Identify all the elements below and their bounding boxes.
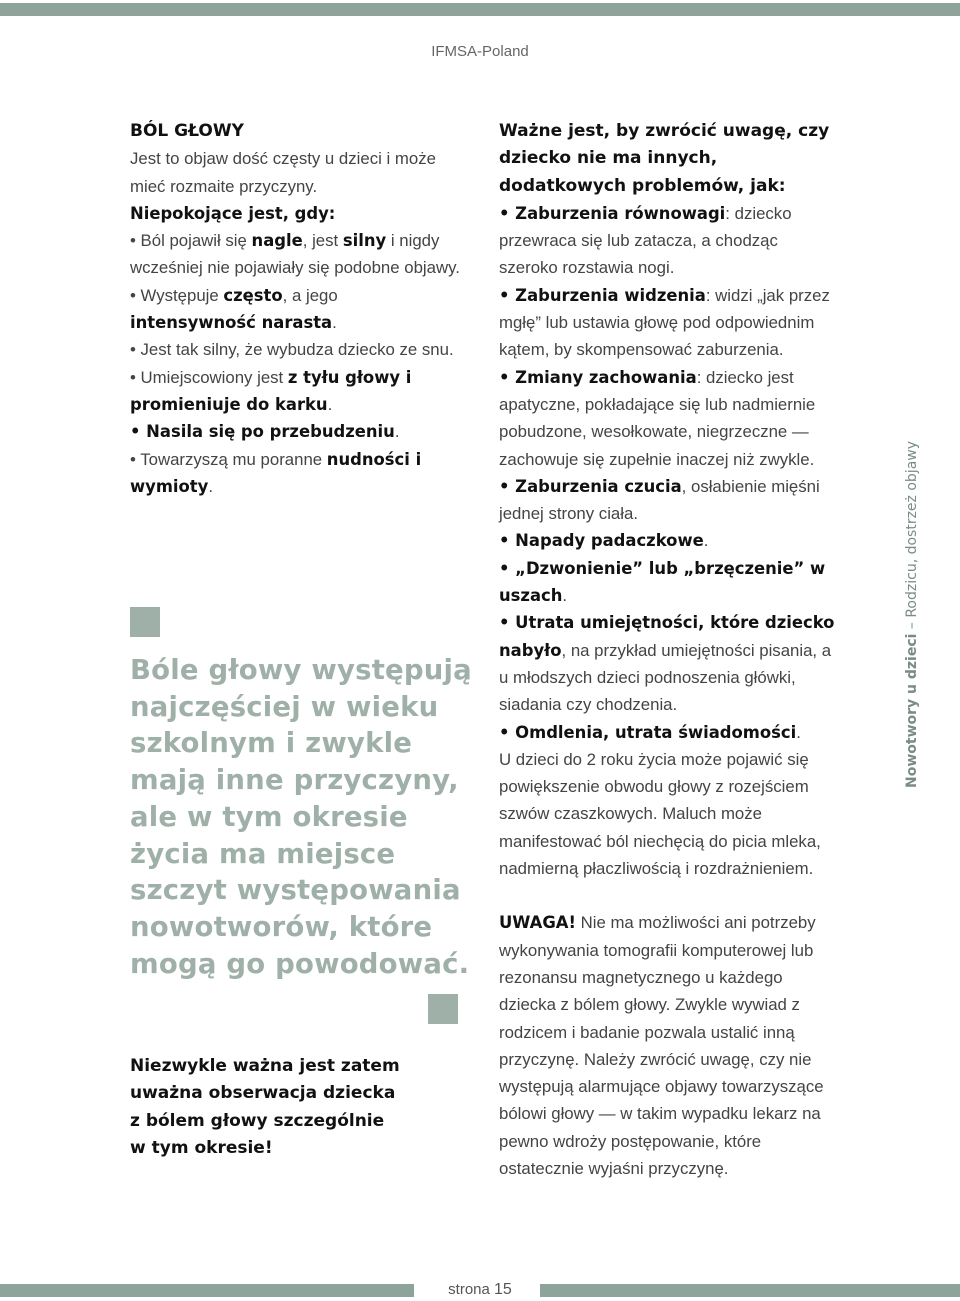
pull-quote bbox=[130, 652, 470, 982]
symptom-balance: • Zaburzenia równowagi: dziecko przewraca się lub zatacza, a chodząc szeroko rozstawia nogi. bbox=[499, 203, 792, 278]
quote-line: ale w tym okresie bbox=[130, 800, 408, 833]
note-line: z bólem głowy szczególnie bbox=[130, 1110, 385, 1131]
concern-heading: Niepokojące jest, gdy: bbox=[130, 203, 336, 223]
intro-text: Jest to objaw dość częsty u dzieci i może mieć rozmaite przyczyny. bbox=[130, 149, 436, 196]
quote-line: szkolnym i zwykle bbox=[130, 727, 413, 760]
symptom-sensation: • Zaburzenia czucia, osłabienie mięśni jednej strony ciała. bbox=[499, 476, 820, 524]
important-note bbox=[130, 1053, 450, 1162]
decorative-square-bottom bbox=[428, 994, 458, 1024]
note-line: Niezwykle ważna jest zatem bbox=[130, 1056, 400, 1076]
bullet-location: • Umiejscowiony jest z tyłu głowy i promieniuje do karku. bbox=[130, 367, 412, 414]
symptom-behavior: • Zmiany zachowania: dziecko jest apatyczne, pokładające się lub nadmiernie pobudzone, wesołkowate, niegrzeczne — zachowuje się zupełnie inaczej niż zwykle. bbox=[499, 367, 816, 469]
quote-line: nowotworów, które bbox=[130, 910, 433, 943]
bullet-wakes-child: • Jest tak silny, że wybudza dziecko ze snu. bbox=[130, 340, 454, 360]
warning-paragraph: UWAGA! Nie ma możliwości ani potrzeby wykonywania tomografii komputerowej lub rezonansu magnetycznego u każdego dziecka z bólem głowy. Zwykle wywiad z rodzicem i badanie pozwala ustalić inną przyczynę. Należy zwrócić uwagę, czy nie występują alarmujące objawy towarzyszące bólowi głowy — w takim wypadku lekarz na pewno wdroży postępowanie, które ostatecznie wyjaśni przyczynę. bbox=[499, 913, 824, 1178]
quote-line: mogą go powodować. bbox=[130, 947, 470, 980]
page-number: strona 15 bbox=[448, 1281, 512, 1298]
decorative-square-top bbox=[130, 607, 160, 637]
bottom-bar-right bbox=[540, 1284, 960, 1297]
symptom-fainting: • Omdlenia, utrata świadomości. bbox=[499, 722, 801, 742]
quote-line: najczęściej w wieku bbox=[130, 690, 439, 723]
symptoms-heading: Ważne jest, by zwrócić uwagę, czy dziecko nie ma innych, dodatkowych problemów, jak: bbox=[499, 121, 830, 196]
top-decorative-bar bbox=[0, 3, 960, 16]
symptom-vision: • Zaburzenia widzenia: widzi „jak przez mgłę” lub ustawia głowę pod odpowiednim kątem, by skompensować zaburzenia. bbox=[499, 285, 830, 360]
quote-line: szczyt występowania bbox=[130, 874, 461, 907]
side-running-title: Nowotwory u dzieci – Rodzicu, dostrzeż objawy bbox=[904, 440, 920, 788]
bullet-nausea: • Towarzyszą mu poranne nudności i wymioty. bbox=[130, 449, 422, 496]
symptom-seizures: • Napady padaczkowe. bbox=[499, 531, 709, 551]
bottom-bar-left bbox=[0, 1284, 414, 1297]
symptom-tinnitus: • „Dzwonienie” lub „brzęczenie” w uszach. bbox=[499, 558, 826, 606]
note-line: w tym okresie! bbox=[130, 1137, 273, 1158]
bullet-sudden-pain: • Ból pojawił się nagle, jest silny i nigdy wcześniej nie pojawiały się podobne objawy. bbox=[130, 231, 460, 278]
section-title: BÓL GŁOWY bbox=[130, 121, 244, 141]
bullet-after-waking: • Nasila się po przebudzeniu. bbox=[130, 422, 400, 442]
left-column bbox=[130, 118, 460, 500]
right-column bbox=[499, 118, 839, 1182]
note-line: uważna obserwacja dziecka bbox=[130, 1083, 396, 1104]
quote-line: mają inne przyczyny, bbox=[130, 764, 459, 797]
page-header: IFMSA-Poland bbox=[431, 43, 529, 60]
quote-line: życia ma miejsce bbox=[130, 837, 396, 870]
symptom-skill-loss: • Utrata umiejętności, które dziecko nabyło, na przykład umiejętności pisania, a u młodszych dzieci podnoszenia główki, siadania czy chodzenia. bbox=[499, 613, 835, 715]
quote-line: Bóle głowy występują bbox=[130, 654, 472, 686]
bullet-frequent-pain: • Występuje często, a jego intensywność narasta. bbox=[130, 285, 338, 333]
infant-paragraph: U dzieci do 2 roku życia może pojawić się powiększenie obwodu głowy z rozejściem szwów czaszkowych. Maluch może manifestować ból niechęcią do picia mleka, nadmierną płaczliwością i rozdrażnieniem. bbox=[499, 749, 821, 879]
